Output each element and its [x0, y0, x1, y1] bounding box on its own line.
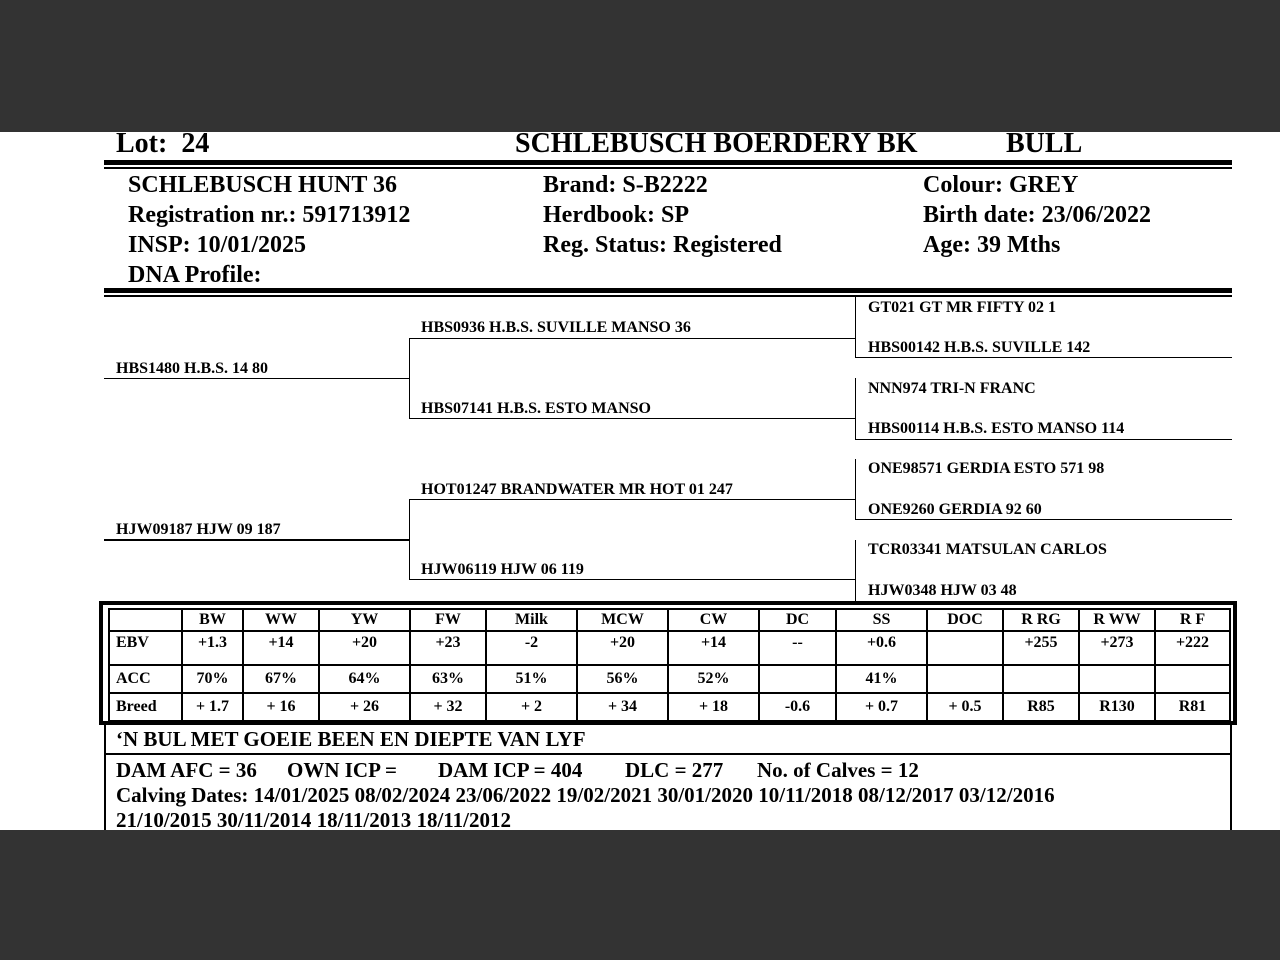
table-cell: +255: [1003, 631, 1079, 665]
breeder-name: SCHLEBUSCH BOERDERY BK: [515, 132, 918, 159]
column-header: WW: [243, 609, 319, 631]
table-cell: 41%: [836, 665, 927, 693]
lot-label: [116, 132, 209, 159]
comment-text: ‘N BUL MET GOEIE BEEN EN DIEPTE VAN LYF: [116, 727, 586, 751]
table-cell: + 2: [486, 693, 577, 721]
column-header: [109, 609, 182, 631]
calving-dates-line-1: Calving Dates: 14/01/2025 08/02/2024 23/06/2022 19/02/2021 30/01/2020 10/11/2018 08/12/2017 03/12/2016: [116, 783, 1055, 807]
table-cell: +20: [577, 631, 668, 665]
ggp-5: ONE98571 GERDIA ESTO 571 98: [868, 460, 1105, 477]
table-cell: +14: [243, 631, 319, 665]
birth-date: Birth date: 23/06/2022: [923, 202, 1151, 228]
table-row: [109, 631, 1230, 665]
column-header: Milk: [486, 609, 577, 631]
column-header: YW: [319, 609, 410, 631]
lot-sheet: [0, 132, 1280, 830]
table-cell: + 0.5: [927, 693, 1003, 721]
sex-label: BULL: [1006, 132, 1083, 159]
ggp-bracket-1: [855, 297, 856, 357]
table-cell: 56%: [577, 665, 668, 693]
column-header: R WW: [1079, 609, 1155, 631]
ggp-7: TCR03341 MATSULAN CARLOS: [868, 541, 1107, 558]
ggp-6: ONE9260 GERDIA 92 60: [868, 501, 1042, 518]
table-cell: 64%: [319, 665, 410, 693]
table-cell: +14: [668, 631, 759, 665]
info-rule-thin: [104, 295, 1232, 297]
dam: HJW09187 HJW 09 187: [116, 521, 281, 538]
table-cell: +273: [1079, 631, 1155, 665]
table-cell: 63%: [410, 665, 486, 693]
table-cell: + 32: [410, 693, 486, 721]
lot-number: 24: [181, 132, 210, 159]
ggp-2: HBS00142 H.B.S. SUVILLE 142: [868, 339, 1091, 356]
table-cell: [927, 631, 1003, 665]
comment-box: [104, 725, 1232, 755]
table-cell: --: [759, 631, 836, 665]
header-rule-thick: [104, 160, 1232, 165]
ggp-2-line: [855, 357, 1232, 358]
table-cell: R130: [1079, 693, 1155, 721]
ggp-1: GT021 GT MR FIFTY 02 1: [868, 299, 1057, 316]
row-label: ACC: [109, 665, 182, 693]
sire-sire: HBS0936 H.B.S. SUVILLE MANSO 36: [421, 319, 691, 336]
table-cell: -2: [486, 631, 577, 665]
sire-line: [104, 378, 410, 379]
table-cell: 51%: [486, 665, 577, 693]
table-cell: [759, 665, 836, 693]
ebv-table: [108, 608, 1231, 722]
table-row: [109, 693, 1230, 721]
table-cell: + 18: [668, 693, 759, 721]
table-cell: R85: [1003, 693, 1079, 721]
table-cell: + 1.7: [182, 693, 243, 721]
table-cell: 67%: [243, 665, 319, 693]
sire: HBS1480 H.B.S. 14 80: [116, 360, 269, 377]
ggp-3: NNN974 TRI-N FRANC: [868, 380, 1036, 397]
dam-bracket: [409, 499, 410, 580]
column-header: FW: [410, 609, 486, 631]
dam-line: [104, 539, 410, 541]
info-rule-thick: [104, 288, 1232, 293]
table-cell: 52%: [668, 665, 759, 693]
dam-dam-line: [409, 579, 856, 580]
ggp-4-line: [855, 439, 1232, 440]
table-row: [109, 665, 1230, 693]
sire-sire-line: [409, 338, 856, 339]
column-header: CW: [668, 609, 759, 631]
column-header: MCW: [577, 609, 668, 631]
column-header: BW: [182, 609, 243, 631]
registration-number: Registration nr.: 591713912: [128, 202, 411, 228]
table-cell: R81: [1155, 693, 1230, 721]
animal-name: SCHLEBUSCH HUNT 36: [128, 172, 397, 198]
sire-bracket: [409, 338, 410, 419]
table-cell: [927, 665, 1003, 693]
table-cell: [1079, 665, 1155, 693]
calving-dates-line-2: 21/10/2015 30/11/2014 18/11/2013 18/11/2012: [116, 808, 511, 830]
inspection-date: INSP: 10/01/2025: [128, 232, 307, 258]
table-cell: + 0.7: [836, 693, 927, 721]
table-cell: + 16: [243, 693, 319, 721]
colour: Colour: GREY: [923, 172, 1079, 198]
age: Age: 39 Mths: [923, 232, 1061, 258]
dlc: DLC = 277: [625, 758, 724, 782]
table-cell: [1155, 665, 1230, 693]
brand: Brand: S-B2222: [543, 172, 708, 198]
table-cell: + 26: [319, 693, 410, 721]
registration-status: Reg. Status: Registered: [543, 232, 782, 258]
ggp-8: HJW0348 HJW 03 48: [868, 582, 1017, 599]
table-cell: +23: [410, 631, 486, 665]
dna-profile: DNA Profile:: [128, 262, 262, 288]
table-cell: 70%: [182, 665, 243, 693]
dam-dam: HJW06119 HJW 06 119: [421, 561, 584, 578]
table-cell: +20: [319, 631, 410, 665]
notes-box: [104, 755, 1232, 830]
header-rule-thin: [104, 167, 1232, 169]
lot-label-text: Lot:: [116, 132, 168, 159]
table-cell: +1.3: [182, 631, 243, 665]
ebv-table-frame: [99, 601, 1237, 725]
row-label: Breed: [109, 693, 182, 721]
dam-icp: DAM ICP = 404: [438, 758, 583, 782]
ggp-bracket-3: [855, 459, 856, 520]
own-icp: OWN ICP =: [287, 758, 397, 782]
herdbook: Herdbook: SP: [543, 202, 690, 228]
column-header: DOC: [927, 609, 1003, 631]
column-header: SS: [836, 609, 927, 631]
table-cell: -0.6: [759, 693, 836, 721]
sire-dam-line: [409, 418, 856, 419]
ggp-bracket-2: [855, 378, 856, 440]
ggp-4: HBS00114 H.B.S. ESTO MANSO 114: [868, 420, 1125, 437]
dam-sire: HOT01247 BRANDWATER MR HOT 01 247: [421, 481, 733, 498]
table-cell: +0.6: [836, 631, 927, 665]
ggp-bracket-4: [855, 540, 856, 601]
ebv-header-row: [109, 609, 1230, 631]
column-header: R F: [1155, 609, 1230, 631]
dam-sire-line: [409, 499, 856, 500]
column-header: DC: [759, 609, 836, 631]
column-header: R RG: [1003, 609, 1079, 631]
dam-afc: DAM AFC = 36: [116, 758, 257, 782]
ggp-6-line: [855, 519, 1232, 520]
row-label: EBV: [109, 631, 182, 665]
table-cell: [1003, 665, 1079, 693]
table-cell: +222: [1155, 631, 1230, 665]
sire-dam: HBS07141 H.B.S. ESTO MANSO: [421, 400, 651, 417]
table-cell: + 34: [577, 693, 668, 721]
number-of-calves: No. of Calves = 12: [757, 758, 919, 782]
